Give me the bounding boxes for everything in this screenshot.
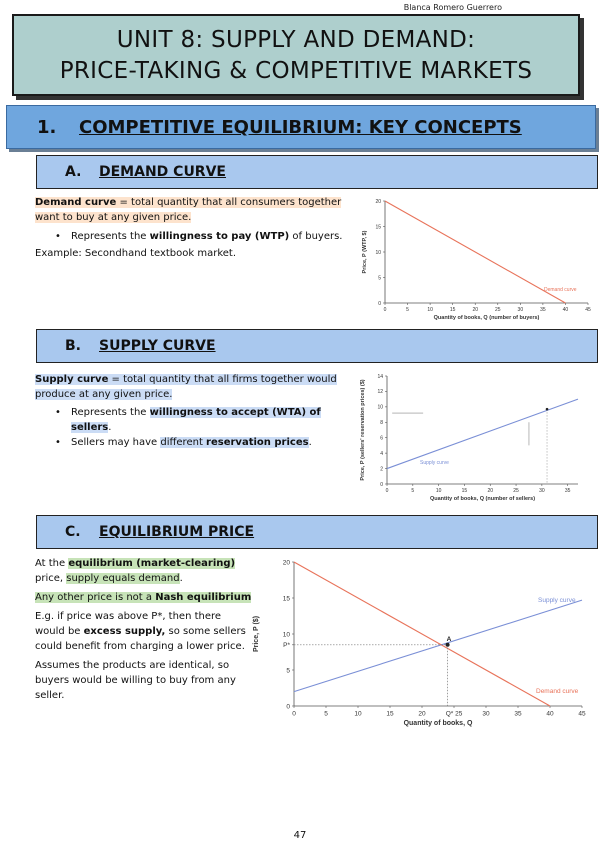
supply-chart [356,364,584,512]
y-tick-label: 6 [380,435,383,442]
x-tick-label: 0 [292,710,296,718]
x-tick-label: 35 [564,488,571,494]
x-tick-label: 0 [383,307,387,313]
section-number: 1. [37,117,57,138]
y-axis-label: Price, P ($) [253,615,260,653]
x-tick-label: 10 [427,307,433,313]
x-axis-label: Quantity of books, Q (number of sellers) [429,496,536,502]
equilibrium-chart [248,552,594,742]
y-tick-label: 10 [377,404,383,411]
x-tick-label: 0 [385,488,389,494]
equilibrium-para-4: Assumes the products are identical, so buyers would be willing to buy from any seller. [35,660,236,701]
x-tick-label: 45 [578,710,586,718]
section-title: COMPETITIVE EQUILIBRIUM: KEY CONCEPTS [79,117,522,138]
supply-bullets [35,405,347,450]
y-tick-label: 15 [282,595,290,603]
x-tick-label: 15 [449,307,456,313]
x-axis-label: Quantity of books, Q (number of buyers) [433,315,540,321]
x-tick-label: 10 [354,710,362,718]
supply-term: Supply curve [35,374,109,385]
demand-text [35,195,347,261]
x-tick-label: 5 [324,710,328,718]
x-tick-label: 35 [514,710,522,718]
x-axis-label: Quantity of books, Q [403,720,473,727]
x-tick-label: 40 [546,710,554,718]
equilibrium-title: EQUILIBRIUM PRICE [99,524,255,540]
equilibrium-point [446,643,450,647]
section-banner [6,105,596,149]
supply-text [35,372,347,450]
y-tick-label: 0 [378,300,381,307]
x-tick-label: 30 [539,488,545,494]
equilibrium-letter: C. [65,524,81,540]
unit-title-line-1: UNIT 8: SUPPLY AND DEMAND: [116,27,476,53]
y-tick-label: 12 [377,389,383,396]
y-tick-label: 20 [375,198,381,205]
y-tick-label: 20 [282,559,290,567]
x-tick-label: 5 [411,488,415,494]
demand-curve-line [385,201,565,303]
demand-bullet: • Represents the willingness to pay (WTP) of buyers. [35,229,347,244]
x-tick-label: 20 [472,307,479,313]
x-tick-label: 20 [418,710,426,718]
supply-curve-label: Supply curve [420,460,449,466]
x-tick-label: 25 [494,307,501,313]
supply-curve-line [387,399,578,468]
y-tick-label: 0 [380,481,383,488]
y-tick-label: 10 [375,249,381,256]
y-tick-label: 14 [377,373,383,380]
equilibrium-text [35,556,253,703]
equilibrium-banner [36,515,598,549]
x-tick-label: 10 [435,488,442,494]
demand-bullets [35,229,347,244]
x-tick-label: 30 [517,307,524,313]
x-tick-label: 15 [461,488,468,494]
demand-title: DEMAND CURVE [99,164,226,180]
x-tick-label: 40 [562,307,569,313]
equilibrium-label: A [446,635,452,643]
y-tick-label: 5 [378,275,381,282]
y-tick-label: 8 [380,420,383,427]
x-tick-label: 45 [585,307,591,313]
y-tick-label: 10 [282,631,290,639]
y-tick-label: 2 [380,466,383,473]
demand-banner [36,155,598,189]
supply-curve-label: Supply curve [538,597,576,604]
point-marker [546,408,549,411]
supply-bullet-wta: • Represents the willingness to accept (WTA) of sellers. [35,405,347,435]
demand-chart [358,193,598,323]
x-tick-label: 35 [540,307,546,313]
supply-bullet-reservation: • Sellers may have different reservation prices. [35,435,347,450]
equilibrium-para-1: At the equilibrium (market-clearing) price, supply equals demand. [35,558,236,584]
supply-banner [36,329,598,363]
y-tick-label: 15 [375,224,381,231]
author-name: Blanca Romero Guerrero [403,3,502,12]
y-tick-label: 0 [286,703,290,711]
equilibrium-para-2: Any other price is not a Nash equilibrium [35,592,252,603]
x-tick-label: 20 [487,488,494,494]
y-axis-label: Price, P (sellers' reservation prices) ($) [360,379,366,481]
x-tick-label: 15 [386,710,394,718]
demand-curve-line [294,562,550,706]
supply-letter: B. [65,338,81,354]
y-tick-label: 4 [380,450,383,457]
unit-title-box [12,14,580,96]
equilibrium-para-3: E.g. if price was above P*, then there would be excess supply, so some sellers could benefit from charging a lower price. [35,611,246,652]
supply-curve-line [294,600,582,691]
x-tick-label: 30 [482,710,490,718]
demand-letter: A. [65,164,82,180]
demand-curve-label: Demand curve [536,688,579,695]
demand-example: Example: Secondhand textbook market. [35,248,237,259]
supply-title: SUPPLY CURVE [99,338,216,354]
unit-title-line-2: PRICE-TAKING & COMPETITIVE MARKETS [59,58,533,84]
supply-definition: Supply curve = total quantity that all firms together would produce at any given price. [35,374,337,400]
x-tick-label: 5 [406,307,409,313]
demand-curve-label: Demand curve [544,287,577,293]
page-number: 47 [293,830,307,841]
x-tick-label: Q* 25 [445,710,463,718]
demand-term: Demand curve [35,197,117,208]
x-tick-label: 25 [513,488,519,494]
y-tick-label: 5 [286,667,290,675]
demand-definition: Demand curve = total quantity that all consumers together want to buy at any given price. [35,197,342,223]
y-tick-label: P* [283,642,290,650]
y-axis-label: Price, P (WTP, $) [362,230,368,274]
